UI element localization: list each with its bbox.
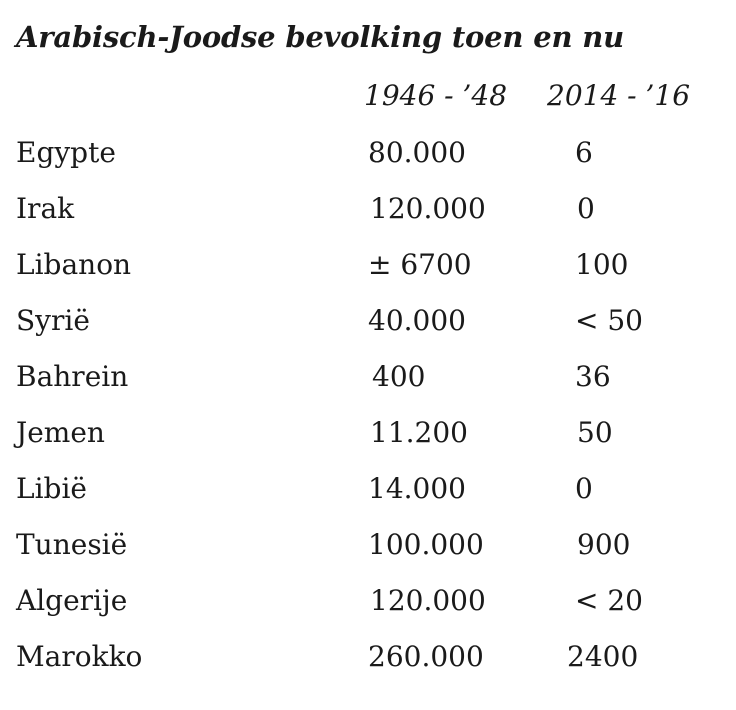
country-cell: Algerije (16, 584, 128, 617)
country-cell: Jemen (16, 416, 105, 449)
value-2014-cell: 36 (575, 360, 611, 393)
value-2014-cell: 100 (575, 248, 629, 281)
table-row (0, 355, 736, 411)
value-1946-cell: 260.000 (368, 640, 484, 673)
value-1946-cell: 120.000 (370, 584, 486, 617)
value-1946-cell: 80.000 (368, 136, 466, 169)
country-cell: Tunesië (16, 528, 128, 561)
value-2014-cell: 900 (577, 528, 631, 561)
value-2014-cell: 6 (575, 136, 593, 169)
table-row (0, 635, 736, 691)
table-title: Arabisch-Joodse bevolking toen en nu (16, 20, 625, 54)
country-cell: Marokko (16, 640, 143, 673)
table-body (0, 131, 736, 691)
value-2014-cell: < 50 (575, 304, 643, 337)
country-cell: Syrië (16, 304, 90, 337)
table-row (0, 299, 736, 355)
table-row (0, 523, 736, 579)
value-1946-cell: ± 6700 (368, 248, 472, 281)
value-2014-cell: 50 (577, 416, 613, 449)
value-1946-cell: 40.000 (368, 304, 466, 337)
table-row (0, 131, 736, 187)
column-header-1946-48: 1946 - ’48 (364, 79, 508, 112)
country-cell: Libanon (16, 248, 132, 281)
table-row (0, 411, 736, 467)
value-1946-cell: 14.000 (368, 472, 466, 505)
value-2014-cell: < 20 (575, 584, 643, 617)
value-2014-cell: 0 (577, 192, 595, 225)
country-cell: Egypte (16, 136, 116, 169)
value-2014-cell: 2400 (567, 640, 639, 673)
value-1946-cell: 400 (372, 360, 426, 393)
country-cell: Irak (16, 192, 75, 225)
table-row (0, 243, 736, 299)
table-row (0, 579, 736, 635)
value-1946-cell: 11.200 (370, 416, 468, 449)
country-cell: Bahrein (16, 360, 129, 393)
value-1946-cell: 120.000 (370, 192, 486, 225)
country-cell: Libië (16, 472, 87, 505)
column-header-2014-16: 2014 - ’16 (547, 79, 691, 112)
value-1946-cell: 100.000 (368, 528, 484, 561)
table-row (0, 187, 736, 243)
table-row (0, 467, 736, 523)
value-2014-cell: 0 (575, 472, 593, 505)
